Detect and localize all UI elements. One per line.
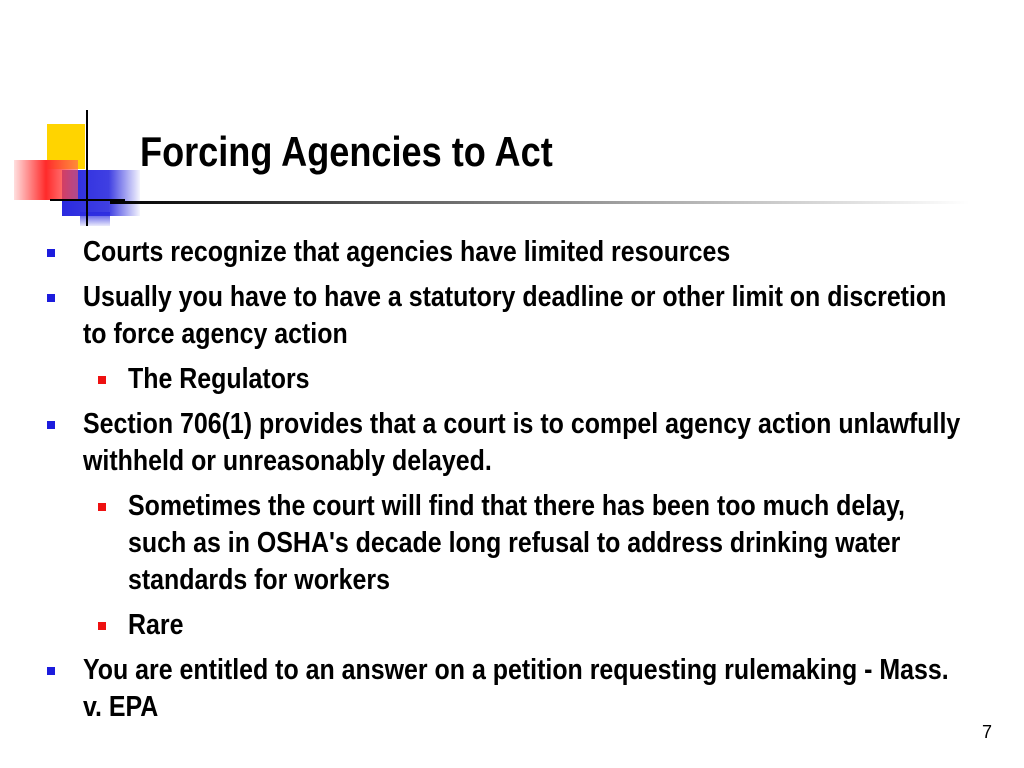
sub-list-item (0, 361, 1024, 398)
blue-square-bullet-icon (47, 667, 55, 675)
logo-red-bar (14, 160, 78, 200)
slide-title: Forcing Agencies to Act (140, 128, 553, 175)
blue-square-bullet-icon (47, 294, 55, 302)
bullet-text: The Regulators (128, 363, 310, 395)
bullet-text: Courts recognize that agencies have limited resources (83, 236, 731, 268)
list-item (0, 406, 1024, 480)
sub-list-item (0, 607, 1024, 644)
blue-square-bullet-icon (47, 249, 55, 257)
list-item (0, 652, 1024, 726)
bullet-list (0, 234, 1024, 734)
bullet-text: Rare (128, 609, 184, 641)
list-item (0, 234, 1024, 271)
page-number: 7 (981, 722, 992, 742)
decorative-logo (0, 0, 140, 240)
red-square-bullet-icon (98, 503, 106, 511)
bullet-text: Section 706(1) provides that a court is to compel agency action unlawfully withheld or unreasonably delayed. (83, 408, 961, 477)
red-square-bullet-icon (98, 376, 106, 384)
list-item (0, 279, 1024, 353)
title-divider (110, 201, 970, 204)
bullet-text: You are entitled to an answer on a petition requesting rulemaking - Mass. v. EPA (83, 654, 949, 723)
bullet-text: Usually you have to have a statutory deadline or other limit on discretion to force agency action (83, 281, 947, 350)
red-square-bullet-icon (98, 622, 106, 630)
blue-square-bullet-icon (47, 421, 55, 429)
bullet-text: Sometimes the court will find that there has been too much delay, such as in OSHA's decade long refusal to address drinking water standards for workers (128, 490, 905, 596)
sub-list-item (0, 488, 1024, 599)
